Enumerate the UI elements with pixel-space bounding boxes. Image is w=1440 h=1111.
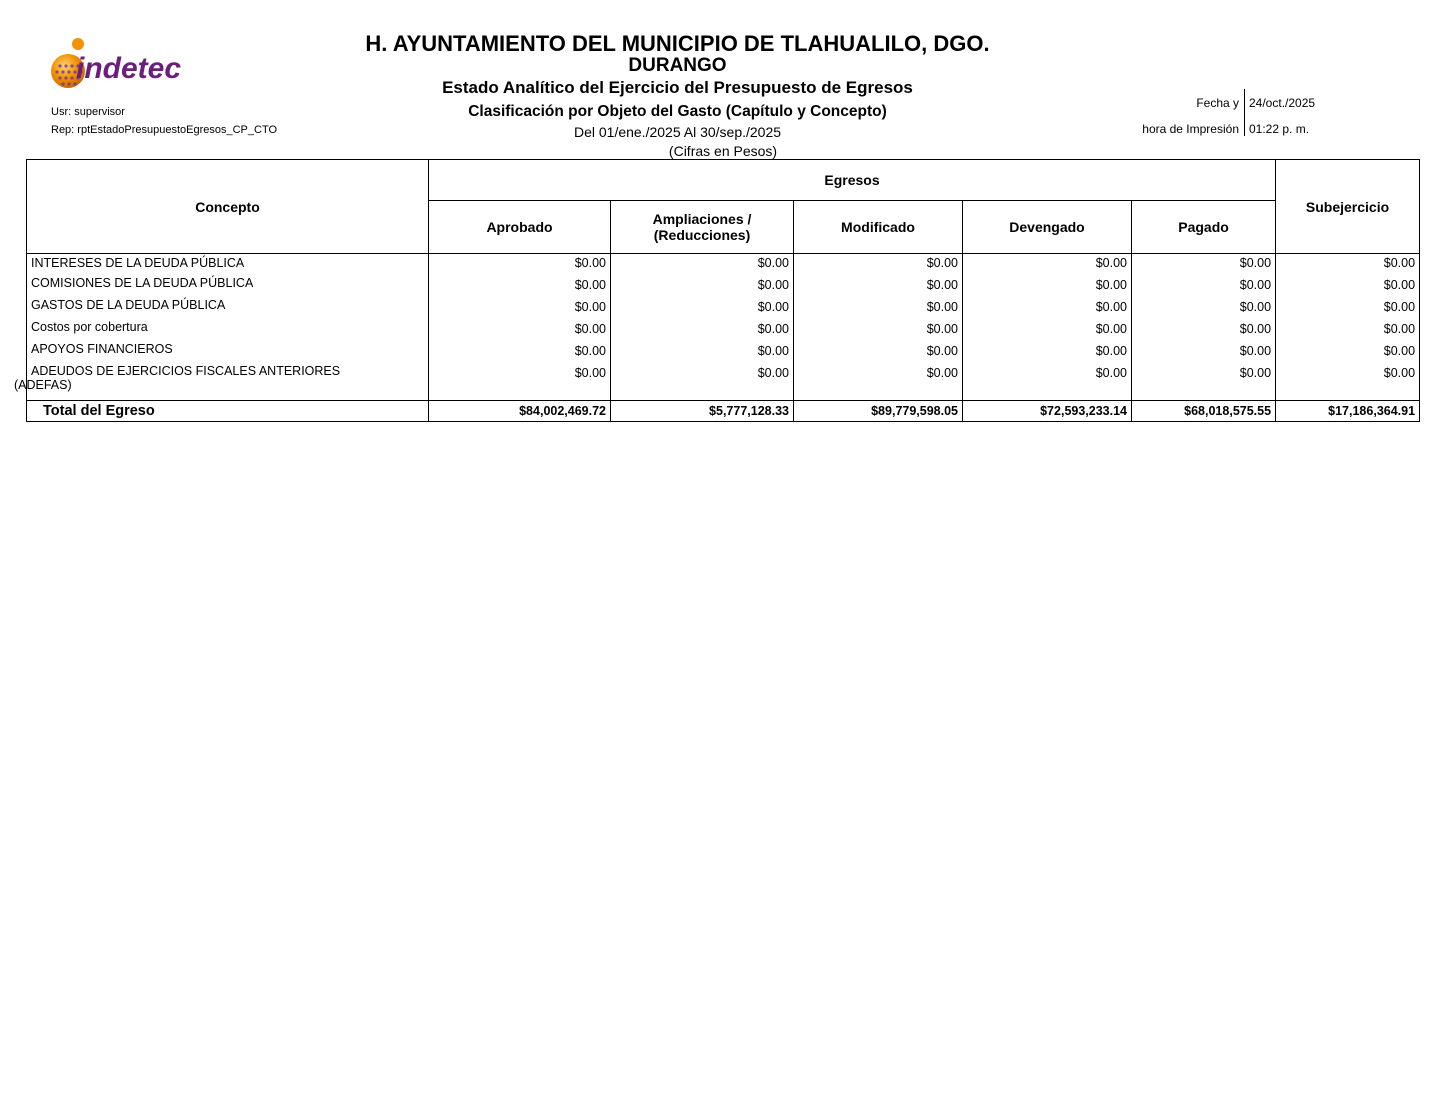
header-modificado: Modificado — [794, 201, 963, 254]
units-label: (Cifras en Pesos) — [668, 143, 778, 159]
row-pagado: $0.00 — [1132, 364, 1276, 401]
row-concepto: COMISIONES DE LA DEUDA PÚBLICA — [27, 276, 429, 298]
budget-table — [14, 159, 1420, 422]
time-value: 01:22 p. m. — [1249, 122, 1310, 136]
table-row — [27, 254, 1420, 277]
row-ampliaciones: $0.00 — [611, 276, 794, 298]
header-egresos: Egresos — [429, 160, 1276, 201]
print-info — [1100, 89, 1340, 137]
table-row — [27, 298, 1420, 320]
total-row — [27, 401, 1420, 422]
row-concepto — [14, 364, 429, 401]
row-subejercicio: $0.00 — [1276, 342, 1420, 364]
row-aprobado: $0.00 — [429, 276, 611, 298]
row-concepto: INTERESES DE LA DEUDA PÚBLICA — [27, 254, 429, 277]
table-row — [27, 276, 1420, 298]
row-ampliaciones: $0.00 — [611, 254, 794, 277]
table-row — [27, 342, 1420, 364]
row-aprobado: $0.00 — [429, 364, 611, 401]
row-ampliaciones: $0.00 — [611, 342, 794, 364]
row-devengado: $0.00 — [963, 298, 1132, 320]
row-ampliaciones: $0.00 — [611, 298, 794, 320]
row-ampliaciones: $0.00 — [611, 320, 794, 342]
row-devengado: $0.00 — [963, 342, 1132, 364]
header-concepto: Concepto — [27, 160, 429, 254]
header-aprobado: Aprobado — [429, 201, 611, 254]
row-aprobado: $0.00 — [429, 298, 611, 320]
total-subejercicio: $17,186,364.91 — [1276, 401, 1420, 422]
date-label: Fecha y — [1196, 96, 1239, 110]
row-modificado: $0.00 — [794, 276, 963, 298]
header-ampliaciones-line1: Ampliaciones / — [652, 211, 752, 227]
row-modificado: $0.00 — [794, 254, 963, 277]
header-devengado: Devengado — [963, 201, 1132, 254]
row-concepto: APOYOS FINANCIEROS — [27, 342, 429, 364]
logo-text: indetec — [76, 52, 182, 85]
row-modificado: $0.00 — [794, 364, 963, 401]
row-subejercicio: $0.00 — [1276, 364, 1420, 401]
total-label: Total del Egreso — [27, 401, 429, 422]
row-devengado: $0.00 — [963, 254, 1132, 277]
row-modificado: $0.00 — [794, 320, 963, 342]
row-concepto: GASTOS DE LA DEUDA PÚBLICA — [27, 298, 429, 320]
date-value: 24/oct./2025 — [1249, 96, 1316, 110]
row-devengado: $0.00 — [963, 320, 1132, 342]
row-subejercicio: $0.00 — [1276, 320, 1420, 342]
period-label: Del 01/ene./2025 Al 30/sep./2025 — [573, 124, 782, 140]
row-pagado: $0.00 — [1132, 320, 1276, 342]
total-modificado: $89,779,598.05 — [794, 401, 963, 422]
total-devengado: $72,593,233.14 — [963, 401, 1132, 422]
row-modificado: $0.00 — [794, 298, 963, 320]
header-pagado: Pagado — [1132, 201, 1276, 254]
report-id-label: Rep: rptEstadoPresupuestoEgresos_CP_CTO — [51, 124, 278, 136]
row-pagado: $0.00 — [1132, 342, 1276, 364]
header-subejercicio: Subejercicio — [1276, 160, 1420, 254]
row-ampliaciones: $0.00 — [611, 364, 794, 401]
row-pagado: $0.00 — [1132, 254, 1276, 277]
row-pagado: $0.00 — [1132, 276, 1276, 298]
classification-title: Clasificación por Objeto del Gasto (Capítulo y Concepto) — [468, 103, 887, 120]
row-pagado: $0.00 — [1132, 298, 1276, 320]
table-row — [27, 320, 1420, 342]
state-name: DURANGO — [628, 55, 727, 76]
table-row — [27, 364, 1420, 401]
row-concepto-text: ADEUDOS DE EJERCICIOS FISCALES ANTERIORES — [31, 364, 341, 378]
print-info-divider — [1244, 89, 1245, 136]
row-modificado: $0.00 — [794, 342, 963, 364]
page-title: H. AYUNTAMIENTO DEL MUNICIPIO DE TLAHUALILO, DGO. — [365, 31, 990, 56]
time-label: hora de Impresión — [1142, 122, 1239, 136]
report-title: Estado Analítico del Ejercicio del Presupuesto de Egresos — [442, 78, 913, 97]
total-ampliaciones: $5,777,128.33 — [611, 401, 794, 422]
total-aprobado: $84,002,469.72 — [429, 401, 611, 422]
row-devengado: $0.00 — [963, 276, 1132, 298]
user-label: Usr: supervisor — [51, 106, 125, 118]
row-aprobado: $0.00 — [429, 320, 611, 342]
row-concepto-cont: (ADEFAS) — [14, 378, 72, 392]
row-subejercicio: $0.00 — [1276, 276, 1420, 298]
row-aprobado: $0.00 — [429, 342, 611, 364]
header-ampliaciones — [611, 201, 794, 254]
header-ampliaciones-line2: (Reducciones) — [653, 227, 751, 243]
row-subejercicio: $0.00 — [1276, 298, 1420, 320]
row-subejercicio: $0.00 — [1276, 254, 1420, 277]
row-devengado: $0.00 — [963, 364, 1132, 401]
row-concepto: Costos por cobertura — [27, 320, 429, 342]
row-aprobado: $0.00 — [429, 254, 611, 277]
total-pagado: $68,018,575.55 — [1132, 401, 1276, 422]
